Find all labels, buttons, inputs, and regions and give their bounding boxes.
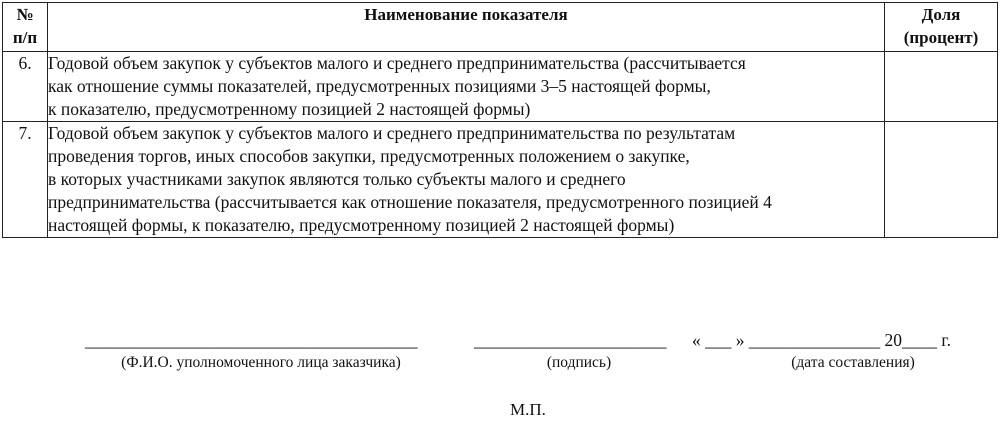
header-share bbox=[885, 3, 998, 52]
name-caption: (Ф.И.О. уполномоченного лица заказчика) bbox=[121, 354, 401, 371]
sign-caption: (подпись) bbox=[546, 354, 612, 371]
row-indicator-name bbox=[48, 52, 885, 122]
row-text-line: Годовой объем закупок у субъектов малого и среднего предпринимательства по результатам bbox=[48, 123, 736, 143]
header-number-line2: п/п bbox=[12, 28, 38, 47]
row-text-line: в которых участниками закупок являются только субъекты малого и среднего bbox=[48, 169, 626, 189]
header-share-line2: (процент) bbox=[903, 28, 979, 47]
header-number-line1: № bbox=[16, 5, 34, 24]
sign-signature-line: ______________________ bbox=[474, 330, 667, 350]
header-indicator-name: Наименование показателя bbox=[48, 3, 885, 52]
row-text-line: как отношение суммы показателей, предусмотренных позициями 3–5 настоящей формы, bbox=[48, 76, 711, 96]
indicators-table bbox=[2, 2, 998, 238]
name-signature-line: ______________________________________ bbox=[85, 330, 418, 350]
row-share-cell bbox=[885, 122, 998, 238]
header-share-line1: Доля bbox=[921, 5, 961, 24]
header-number bbox=[3, 3, 48, 52]
row-share-cell bbox=[885, 52, 998, 122]
row-number: 6. bbox=[3, 52, 48, 122]
stamp-place-label: М.П. bbox=[510, 400, 546, 419]
row-text-line: к показателю, предусмотренному позицией 2 настоящей формы) bbox=[48, 99, 531, 119]
row-number: 7. bbox=[3, 122, 48, 238]
row-text-line: проведения торгов, иных способов закупки, предусмотренных положением о закупке, bbox=[48, 146, 690, 166]
table-row bbox=[3, 122, 998, 238]
date-caption: (дата составления) bbox=[791, 354, 915, 371]
row-indicator-name bbox=[48, 122, 885, 238]
row-text-line: Годовой объем закупок у субъектов малого и среднего предпринимательства (рассчитывается bbox=[48, 53, 746, 73]
table-header-row bbox=[3, 3, 998, 52]
row-text-line: предпринимательства (рассчитывается как отношение показателя, предусмотренного позицией 4 bbox=[48, 192, 772, 212]
date-signature-line: « ___ » _______________ 20____ г. bbox=[692, 330, 951, 350]
table-row bbox=[3, 52, 998, 122]
row-text-line: настоящей формы, к показателю, предусмотренному позицией 2 настоящей формы) bbox=[48, 215, 675, 235]
